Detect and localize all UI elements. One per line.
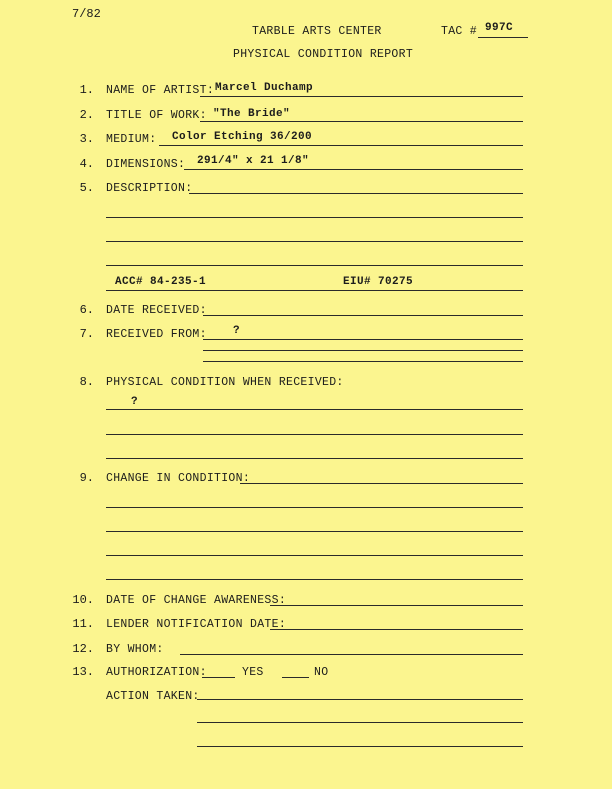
action-taken-line (197, 699, 523, 700)
field-number-2: 2. (79, 108, 94, 122)
tac-label: TAC # (441, 25, 478, 38)
field-number-1: 1. (79, 83, 94, 97)
condition-received-line (106, 434, 523, 435)
change-condition-line (106, 579, 523, 580)
change-condition-line (106, 555, 523, 556)
change-awareness-line (270, 605, 523, 606)
received-from-line (203, 350, 523, 351)
received-from-value: ? (233, 325, 241, 337)
date-received-line (203, 315, 523, 316)
dimensions-label: DIMENSIONS: (106, 158, 186, 171)
description-line (189, 193, 523, 194)
title-value: "The Bride" (213, 108, 291, 120)
eiu-number: EIU# 70275 (343, 276, 414, 288)
dimensions-line (184, 169, 523, 170)
field-number-6: 6. (79, 303, 94, 317)
title-line (200, 121, 523, 122)
change-condition-line (106, 507, 523, 508)
report-title: PHYSICAL CONDITION REPORT (233, 48, 414, 61)
authorization-yes-blank (202, 677, 235, 678)
lender-notification-label: LENDER NOTIFICATION DATE: (106, 618, 287, 631)
field-number-11: 11. (72, 617, 94, 631)
action-taken-line (197, 746, 523, 747)
received-from-line (203, 339, 523, 340)
title-label: TITLE OF WORK: (106, 109, 207, 122)
received-from-label: RECEIVED FROM: (106, 328, 207, 341)
date-received-label: DATE RECEIVED: (106, 304, 207, 317)
description-line (106, 241, 523, 242)
condition-received-value: ? (131, 396, 139, 408)
field-number-9: 9. (79, 471, 94, 485)
accession-number: ACC# 84-235-1 (115, 276, 207, 288)
artist-line (200, 96, 523, 97)
medium-line (159, 145, 523, 146)
by-whom-label: BY WHOM: (106, 643, 164, 656)
organization-name: TARBLE ARTS CENTER (252, 25, 382, 38)
condition-received-label: PHYSICAL CONDITION WHEN RECEIVED: (106, 376, 344, 389)
authorization-no: NO (314, 666, 329, 679)
field-number-10: 10. (72, 593, 94, 607)
medium-value: Color Etching 36/200 (172, 131, 313, 143)
received-from-line (203, 361, 523, 362)
field-number-13: 13. (72, 665, 94, 679)
field-number-12: 12. (72, 642, 94, 656)
description-label: DESCRIPTION: (106, 182, 193, 195)
field-number-5: 5. (79, 181, 94, 195)
change-condition-line (106, 531, 523, 532)
description-line (106, 265, 523, 266)
artist-label: NAME OF ARTIST: (106, 84, 215, 97)
action-taken-label: ACTION TAKEN: (106, 690, 200, 703)
field-number-7: 7. (79, 327, 94, 341)
change-awareness-label: DATE OF CHANGE AWARENESS: (106, 594, 287, 607)
field-number-8: 8. (79, 375, 94, 389)
authorization-no-blank (282, 677, 309, 678)
change-condition-line (240, 483, 523, 484)
condition-received-line (106, 409, 523, 410)
dimensions-value: 291/4" x 21 1/8" (197, 155, 310, 167)
change-condition-label: CHANGE IN CONDITION: (106, 472, 251, 485)
action-taken-line (197, 722, 523, 723)
tac-value: 997C (485, 22, 514, 34)
field-number-3: 3. (79, 132, 94, 146)
authorization-label: AUTHORIZATION: (106, 666, 207, 679)
field-number-4: 4. (79, 157, 94, 171)
condition-received-line (106, 458, 523, 459)
medium-label: MEDIUM: (106, 133, 157, 146)
accession-line (106, 290, 523, 291)
description-line (106, 217, 523, 218)
date-stamp: 7/82 (72, 7, 101, 21)
tac-underline (478, 37, 528, 38)
artist-value: Marcel Duchamp (215, 82, 314, 94)
by-whom-line (180, 654, 523, 655)
authorization-yes: YES (242, 666, 264, 679)
lender-notification-line (270, 629, 523, 630)
